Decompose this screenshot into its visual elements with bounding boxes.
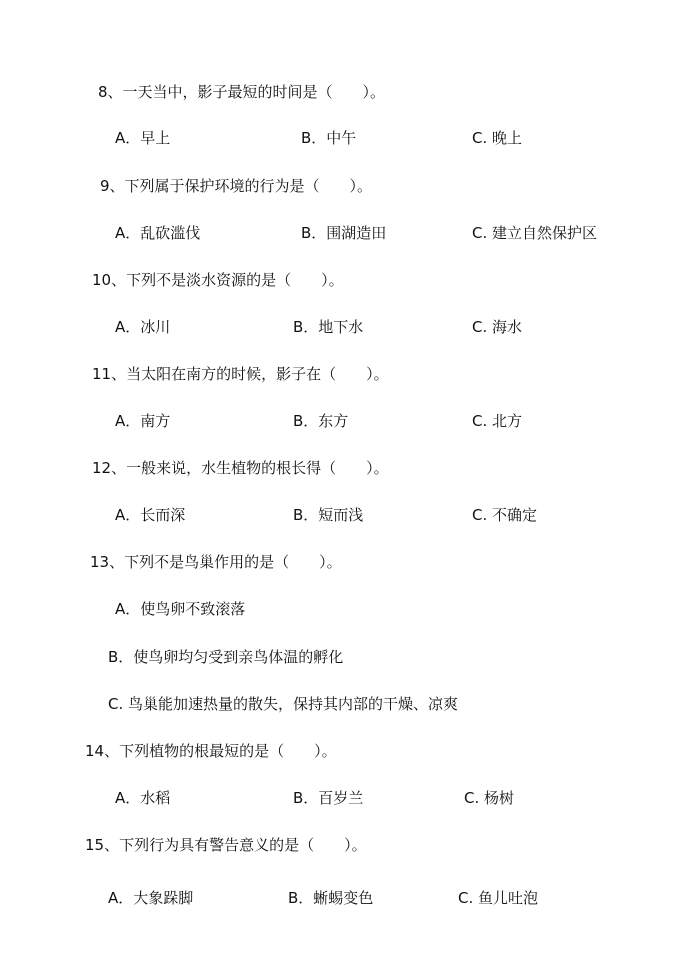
question-11-option-a: A．南方: [115, 412, 171, 430]
question-15-option-a: A．大象跺脚: [108, 889, 194, 907]
question-15-option-b: B．蜥蜴变色: [288, 889, 374, 907]
question-14-option-c: C. 杨树: [464, 789, 515, 807]
question-15-option-c: C. 鱼儿吐泡: [458, 889, 539, 907]
question-14-stem: 14、下列植物的根最短的是（ ）。: [85, 742, 337, 760]
question-10-stem: 10、下列不是淡水资源的是（ ）。: [92, 271, 344, 289]
question-13-option-a: A．使鸟卵不致滚落: [115, 600, 246, 618]
question-8-option-c: C. 晚上: [472, 129, 523, 147]
question-8-option-a: A．早上: [115, 129, 171, 147]
question-9-option-c: C. 建立自然保护区: [472, 224, 598, 242]
question-13-option-b: B．使鸟卵均匀受到亲鸟体温的孵化: [108, 648, 344, 666]
question-14-option-b: B．百岁兰: [293, 789, 364, 807]
question-14-option-a: A．水稻: [115, 789, 171, 807]
question-12-option-c: C. 不确定: [472, 506, 538, 524]
question-8-stem: 8、一天当中，影子最短的时间是（ ）。: [98, 83, 386, 101]
question-15-stem: 15、下列行为具有警告意义的是（ ）。: [85, 836, 367, 854]
question-11-option-c: C. 北方: [472, 412, 523, 430]
question-13-stem: 13、下列不是鸟巢作用的是（ ）。: [90, 553, 342, 571]
question-10-option-b: B．地下水: [293, 318, 364, 336]
question-13-option-c: C. 鸟巢能加速热量的散失，保持其内部的干燥、凉爽: [108, 695, 459, 713]
question-9-option-a: A．乱砍滥伐: [115, 224, 201, 242]
question-11-stem: 11、当太阳在南方的时候，影子在（ ）。: [92, 365, 389, 383]
question-10-option-a: A．冰川: [115, 318, 171, 336]
question-9-stem: 9、下列属于保护环境的行为是（ ）。: [100, 177, 373, 195]
question-11-option-b: B．东方: [293, 412, 349, 430]
question-10-option-c: C. 海水: [472, 318, 523, 336]
question-12-option-a: A．长而深: [115, 506, 186, 524]
question-12-option-b: B．短而浅: [293, 506, 364, 524]
question-12-stem: 12、一般来说，水生植物的根长得（ ）。: [92, 459, 389, 477]
question-9-option-b: B．围湖造田: [301, 224, 387, 242]
question-8-option-b: B．中午: [301, 129, 357, 147]
